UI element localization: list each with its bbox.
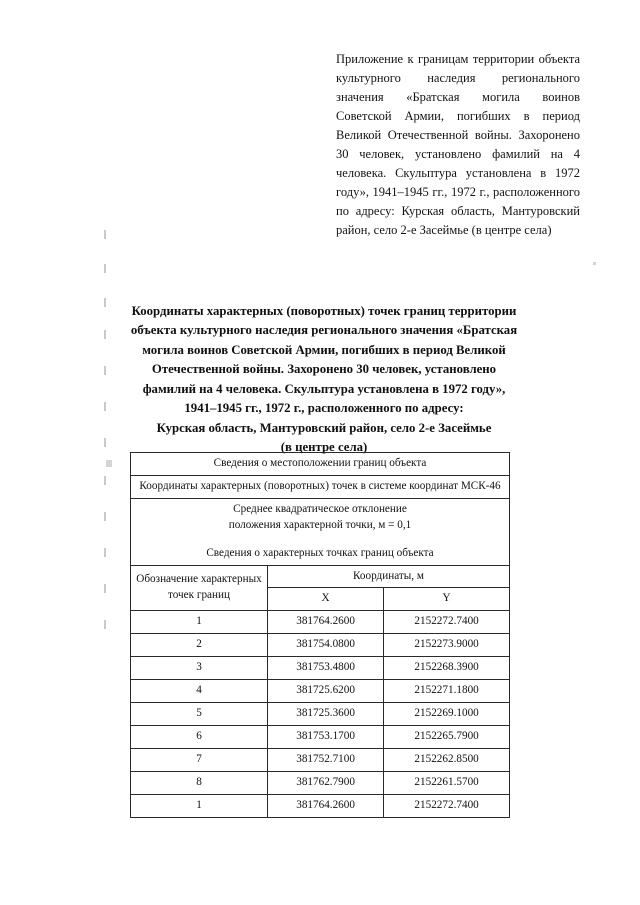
cell-point: 7 xyxy=(131,748,268,771)
cell-point: 1 xyxy=(131,611,268,634)
cell-x: 381725.3600 xyxy=(268,702,384,725)
cell-point: 2 xyxy=(131,634,268,657)
title-line-5: фамилий на 4 человека. Скульптура установлена в 1972 году», xyxy=(142,381,506,396)
cell-point: 6 xyxy=(131,725,268,748)
cell-point: 8 xyxy=(131,771,268,794)
table-row xyxy=(131,725,510,748)
header-point-cell xyxy=(131,565,268,611)
title-line-6: 1941–1945 гг., 1972 г., расположенного по адресу: xyxy=(184,401,464,416)
section-rms-line-1: Среднее квадратическое отклонение xyxy=(233,502,407,515)
title-line-7: Курская область, Мантуровский район, село 2-е Засеймье xyxy=(156,420,492,435)
table-row xyxy=(131,702,510,725)
cell-y: 2152272.7400 xyxy=(384,611,510,634)
cell-x: 381752.7100 xyxy=(268,748,384,771)
cell-point: 1 xyxy=(131,794,268,817)
table-row xyxy=(131,657,510,680)
coordinates-table-wrapper xyxy=(130,452,510,818)
section-points-label: Сведения о характерных точках границ объекта xyxy=(206,546,434,559)
header-point-line-2: характерных точек xyxy=(168,573,262,601)
cell-y: 2152273.9000 xyxy=(384,634,510,657)
header-point-line-1: Обозначение xyxy=(136,573,199,586)
header-x-label: X xyxy=(268,588,384,611)
title-line-2: объекта культурного наследия регионального значения «Братская xyxy=(130,323,518,338)
coordinates-table xyxy=(130,452,510,818)
section-system-line-1: Координаты характерных (поворотных) точек в системе координат xyxy=(139,479,459,492)
header-point-line-3: границ xyxy=(196,588,230,601)
cell-y: 2152271.1800 xyxy=(384,680,510,703)
section-rms-line-2: положения характерной точки, м = 0,1 xyxy=(228,518,412,531)
scan-speck xyxy=(593,262,596,265)
table-row-section-location xyxy=(131,453,510,476)
table-row xyxy=(131,611,510,634)
scan-speck xyxy=(106,460,112,467)
table-row-section-rms xyxy=(131,498,510,565)
document-title xyxy=(90,302,558,458)
header-coordinates-label: Координаты, м xyxy=(268,565,510,588)
section-rms-cell xyxy=(131,498,510,565)
table-row xyxy=(131,634,510,657)
cell-y: 2152272.7400 xyxy=(384,794,510,817)
cell-x: 381725.6200 xyxy=(268,680,384,703)
cell-x: 381754.0800 xyxy=(268,634,384,657)
table-row-header-top xyxy=(131,565,510,588)
cell-y: 2152261.5700 xyxy=(384,771,510,794)
section-location-label: Сведения о местоположении границ объекта xyxy=(131,453,510,476)
table-row xyxy=(131,771,510,794)
section-spacer xyxy=(135,534,505,546)
title-line-1: Координаты характерных (поворотных) точек границ территории xyxy=(131,304,517,318)
section-system-line-2: МСК-46 xyxy=(460,479,501,492)
appendix-header-paragraph: Приложение к границам территории объекта культурного наследия регионального значения «Братская могила воинов Советской Армии, погибших в период Великой Отечественной войны. Захоронено 30 человек, установлено фамилий на 4 человека. Скульптура установлена в 1972 году», 1941–1945 гг., 1972 г., расположенного по адресу: Курская область, Мантуровский район, село 2-е Засеймье (в центре села) xyxy=(336,52,580,237)
cell-x: 381753.4800 xyxy=(268,657,384,680)
cell-x: 381764.2600 xyxy=(268,611,384,634)
cell-x: 381764.2600 xyxy=(268,794,384,817)
cell-point: 3 xyxy=(131,657,268,680)
table-row xyxy=(131,680,510,703)
title-line-4: Отечественной войны. Захоронено 30 человек, установлено xyxy=(151,362,497,377)
header-y-label: Y xyxy=(384,588,510,611)
cell-x: 381762.7900 xyxy=(268,771,384,794)
cell-y: 2152269.1000 xyxy=(384,702,510,725)
table-row xyxy=(131,794,510,817)
title-line-3: могила воинов Советской Армии, погибших в период Великой xyxy=(142,342,506,357)
cell-x: 381753.1700 xyxy=(268,725,384,748)
cell-y: 2152265.7900 xyxy=(384,725,510,748)
section-system-cell xyxy=(131,475,510,498)
cell-y: 2152268.3900 xyxy=(384,657,510,680)
cell-point: 5 xyxy=(131,702,268,725)
table-row xyxy=(131,748,510,771)
title-line-8: (в центре села) xyxy=(280,440,368,455)
cell-point: 4 xyxy=(131,680,268,703)
table-row-section-system xyxy=(131,475,510,498)
cell-y: 2152262.8500 xyxy=(384,748,510,771)
